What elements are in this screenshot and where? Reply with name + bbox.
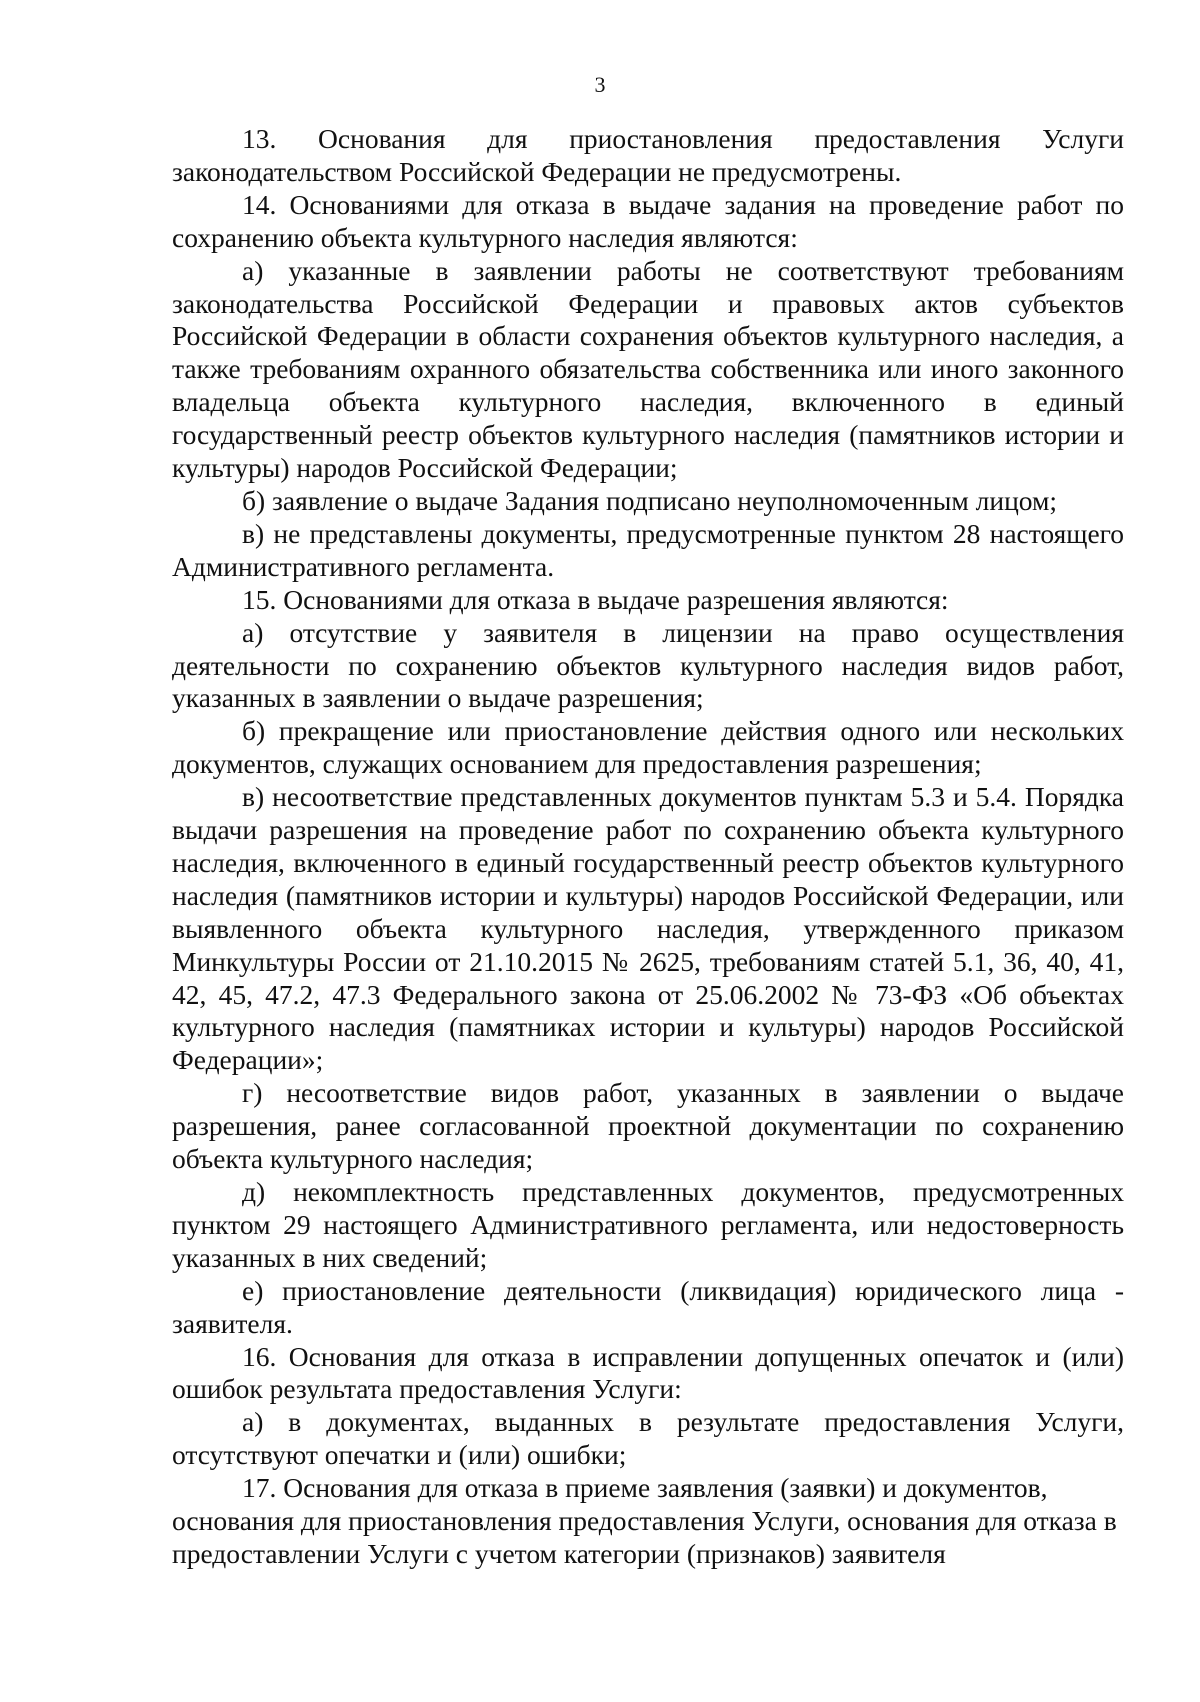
paragraph-13: 13. Основания для приостановления предоставления Услуги законодательством Российской Федерации не предусмотрены. — [172, 123, 1124, 187]
document-body — [172, 123, 1124, 1571]
paragraph-17: 17. Основания для отказа в приеме заявления (заявки) и документов, основания для приостановления предоставления Услуги, основания для отказа в предоставлении Услуги с учетом категории (признаков) заявителя — [172, 1472, 1117, 1569]
paragraph-15b: б) прекращение или приостановление действия одного или нескольких документов, служащих основанием для предоставления разрешения; — [172, 715, 1124, 780]
paragraph-15a: а) отсутствие у заявителя в лицензии на право осуществления деятельности по сохранению объектов культурного наследия видов работ, указанных в заявлении о выдаче разрешения; — [172, 616, 1124, 714]
paragraph-15d: д) некомплектность представленных документов, предусмотренных пунктом 29 настоящего Административного регламента, или недостоверность указанных в них сведений; — [172, 1176, 1124, 1273]
page-number: 3 — [594, 72, 606, 97]
paragraph-15e: е) приостановление деятельности (ликвидация) юридического лица - заявителя. — [172, 1274, 1124, 1339]
paragraph-16a: а) в документах, выданных в результате предоставления Услуги, отсутствуют опечатки и (или) ошибки; — [172, 1406, 1124, 1471]
paragraph-15: 15. Основаниями для отказа в выдаче разрешения являются: — [242, 583, 949, 615]
paragraph-15g: г) несоответствие видов работ, указанных в заявлении о выдаче разрешения, ранее согласованной проектной документации по сохранению объекта культурного наследия; — [172, 1077, 1124, 1175]
paragraph-14b: б) заявление о выдаче Задания подписано неуполномоченным лицом; — [242, 484, 1058, 516]
paragraph-14v: в) не представлены документы, предусмотренные пунктом 28 настоящего Административного регламента. — [172, 517, 1124, 582]
paragraph-16: 16. Основания для отказа в исправлении допущенных опечаток и (или) ошибок результата предоставления Услуги: — [172, 1340, 1124, 1405]
paragraph-14: 14. Основаниями для отказа в выдаче задания на проведение работ по сохранению объекта культурного наследия являются: — [172, 188, 1124, 253]
paragraph-15v: в) несоответствие представленных документов пунктам 5.3 и 5.4. Порядка выдачи разрешения на проведение работ по сохранению объекта культурного наследия, включенного в единый государственный реестр объектов культурного наследия (памятников истории и культуры) народов Российской Федерации, или выявленного объекта культурного наследия, утвержденного приказом Минкультуры России от 21.10.2015 № 2625, требованиям статей 5.1, 36, 40, 41, 42, 45, 47.2, 47.3 Федерального закона от 25.06.2002 № 73-ФЗ «Об объектах культурного наследия (памятниках истории и культуры) народов Российской Федерации»; — [172, 781, 1124, 1076]
paragraph-14a: а) указанные в заявлении работы не соответствуют требованиям законодательства Российской Федерации и правовых актов субъектов Российской Федерации в области сохранения объектов культурного наследия, а также требованиям охранного обязательства собственника или иного законного владельца объекта культурного наследия, включенного в единый государственный реестр объектов культурного наследия (памятников истории и культуры) народов Российской Федерации; — [172, 254, 1124, 484]
